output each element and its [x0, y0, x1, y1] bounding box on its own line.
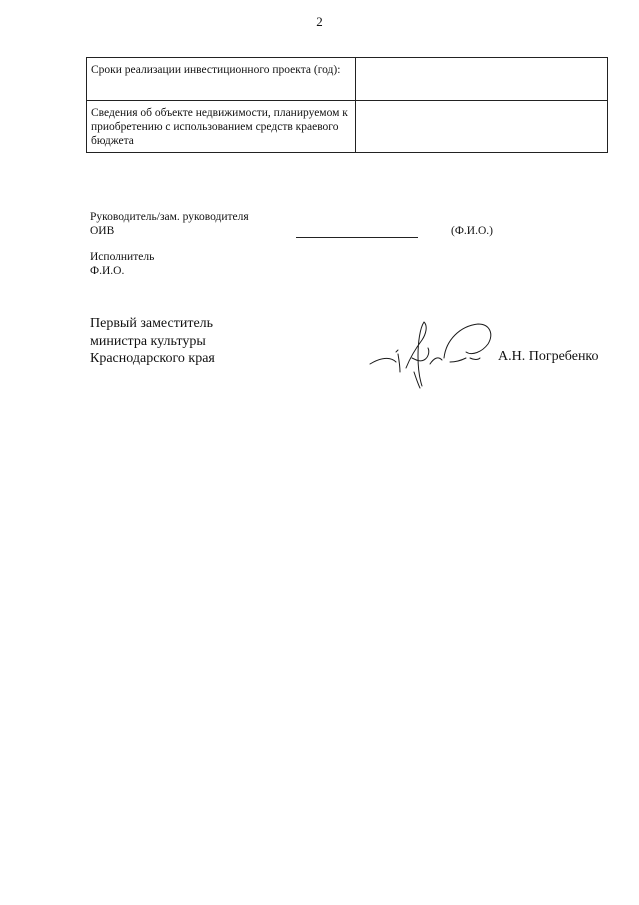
official-title-line2: министра культуры: [90, 333, 206, 349]
official-title-line3: Краснодарского края: [90, 351, 215, 366]
table-cell-value: [356, 101, 608, 153]
table-cell-label: Сроки реализации инвестиционного проекта (год):: [87, 58, 356, 101]
official-title-line1: Первый заместитель: [90, 316, 214, 331]
official-name: А.Н. Погребенко: [498, 349, 599, 364]
page-number: 2: [316, 14, 323, 29]
signature-line: [296, 237, 418, 238]
head-title-line1: Руководитель/зам. руководителя: [90, 211, 249, 223]
table-cell-value: [356, 58, 608, 101]
handwritten-signature-icon: [366, 318, 496, 394]
project-info-table: [86, 57, 608, 153]
executor-fio: Ф.И.О.: [90, 265, 125, 277]
official-title-block: [90, 315, 215, 368]
head-title-line2: ОИВ: [90, 225, 115, 237]
executor-title: Исполнитель: [90, 251, 155, 263]
executor-block: [90, 250, 154, 278]
table-cell-label: Сведения об объекте недвижимости, планируемом к приобретению с использованием средств краевого бюджета: [87, 101, 356, 153]
head-signature-block: [90, 210, 249, 238]
table-row-project-period: [87, 58, 608, 101]
fio-placeholder: (Ф.И.О.): [451, 225, 493, 237]
table-row-property-info: [87, 101, 608, 153]
